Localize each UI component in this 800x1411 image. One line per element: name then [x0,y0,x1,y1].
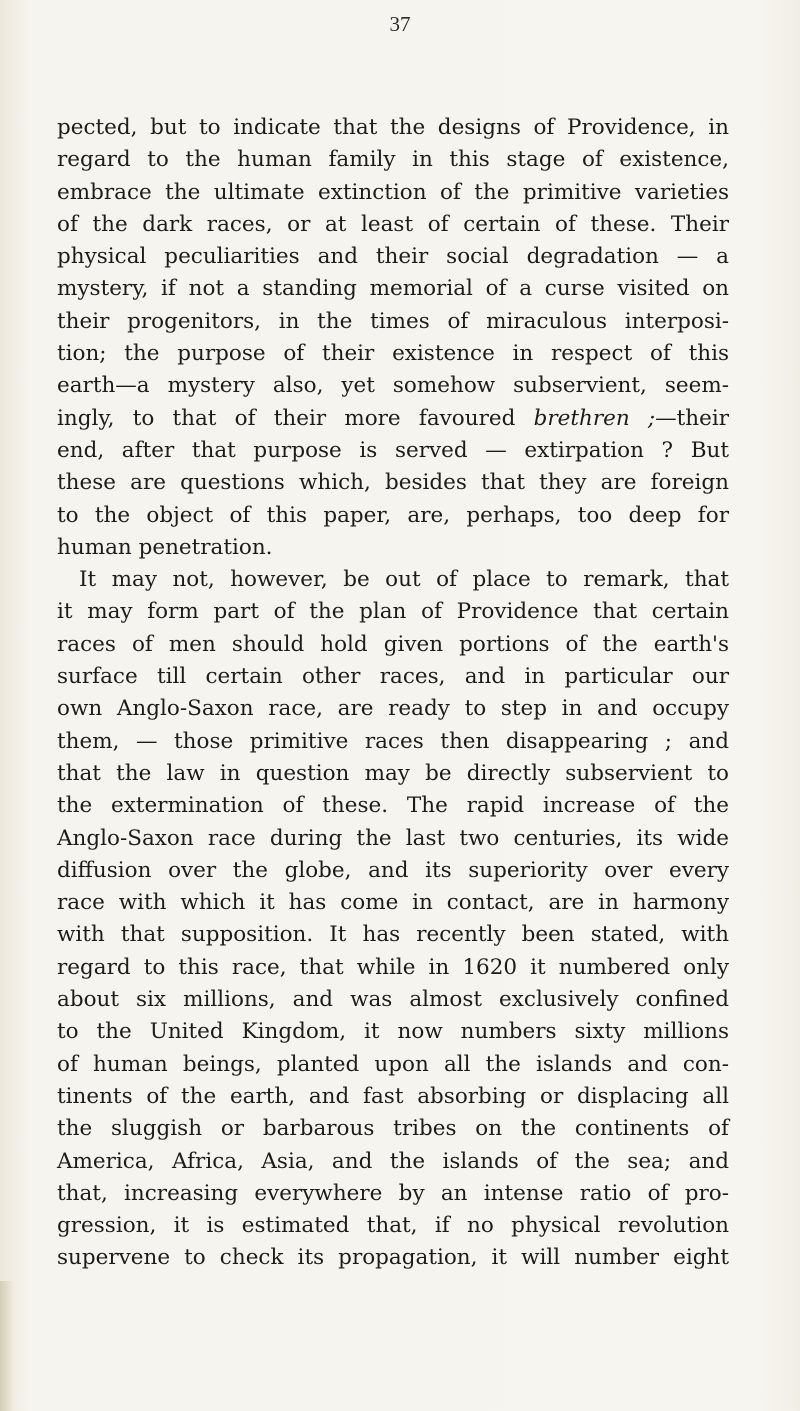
paragraph-start-line: It may not, however, be out of place to remark, that [79,567,729,593]
text-line: gression, it is estimated that, if no physical revolution [57,1213,729,1239]
text-line: regard to this race, that while in 1620 it numbered only [57,954,729,980]
text-line: own Anglo-Saxon race, are ready to step in and occupy [57,696,729,722]
text-line: end, after that purpose is served — extirpation ? But [57,437,729,463]
italic-brethren: brethren ; [533,405,656,431]
text-line: physical peculiarities and their social degradation — a [57,244,729,270]
text-line: diffusion over the globe, and its superiority over every [57,857,729,883]
page-number: 37 [389,12,411,36]
text-line: Anglo-Saxon race during the last two centuries, its wide [57,825,729,851]
text-line: with that supposition. It has recently been stated, with [57,922,729,948]
text-line: embrace the ultimate extinction of the primitive varieties [57,179,729,205]
text-line-start: ingly, to that of their more favoured [57,405,516,431]
text-line: to the object of this paper, are, perhaps, too deep for [57,502,729,528]
text-line: to the United Kingdom, it now numbers sixty millions [57,1019,729,1045]
text-line: tion; the purpose of their existence in respect of this [57,341,729,367]
text-line: mystery, if not a standing memorial of a curse visited on [57,276,729,302]
text-line: their progenitors, in the times of miraculous interposi- [57,308,729,334]
paragraph-end-line: human penetration. [57,534,273,560]
text-line: about six millions, and was almost exclusively confined [57,987,729,1013]
text-line: races of men should hold given portions of the earth's [57,631,729,657]
text-line: these are questions which, besides that they are foreign [57,470,729,496]
text-line: America, Africa, Asia, and the islands of the sea; and [57,1148,729,1174]
text-line: regard to the human family in this stage of existence, [57,147,729,173]
text-line: surface till certain other races, and in particular our [57,664,729,690]
text-line: supervene to check its propagation, it will number eight [57,1245,729,1271]
text-line: pected, but to indicate that the designs of Providence, in [57,115,729,140]
text-line: of the dark races, or at least of certain of these. Their [57,211,729,237]
text-line: the extermination of these. The rapid increase of the [57,793,729,819]
text-line: that, increasing everywhere by an intense ratio of pro- [57,1180,729,1206]
text-line-end: —their [655,405,729,431]
body-text [57,112,729,1275]
text-line: of human beings, planted upon all the islands and con- [57,1051,729,1077]
text-line: that the law in question may be directly subservient to [57,760,729,786]
text-line: tinents of the earth, and fast absorbing or displacing all [57,1083,729,1109]
text-line: earth—a mystery also, yet somehow subservient, seem- [57,373,729,399]
text-line: them, — those primitive races then disappearing ; and [57,728,729,754]
text-line: it may form part of the plan of Providence that certain [57,599,729,625]
text-line: the sluggish or barbarous tribes on the continents of [57,1116,729,1142]
page-edge-shadow [0,1281,14,1411]
text-line: race with which it has come in contact, are in harmony [57,890,729,916]
text-line-with-italic [57,403,729,435]
